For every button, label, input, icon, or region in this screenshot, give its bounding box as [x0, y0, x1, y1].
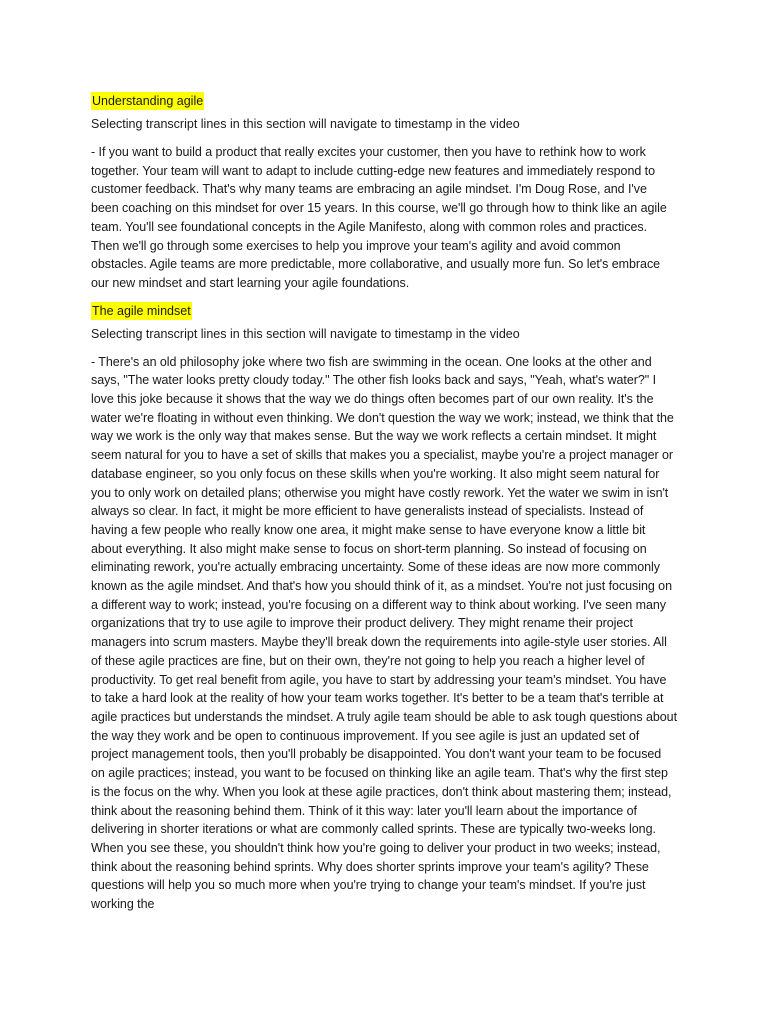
section-agile-mindset [91, 302, 677, 914]
section-title: Understanding agile [92, 94, 204, 108]
transcript-paragraph[interactable]: - If you want to build a product that really excites your customer, then you have to rethink how to work together. Your team will want to adapt to include cutting-edge new features and immediately respond to customer feedback. That's why many teams are embracing an agile mindset. I'm Doug Rose, and I've been coaching on this mindset for over 15 years. In this course, we'll go through how to think like an agile team. You'll see foundational concepts in the Agile Manifesto, along with common roles and practices. Then we'll go through some exercises to help you improve your team's agility and avoid common obstacles. Agile teams are more predictable, more collaborative, and usually more fun. So let's embrace our new mindset and start learning your agile foundations. [91, 145, 667, 290]
transcript-hint: Selecting transcript lines in this section will navigate to timestamp in the video [91, 117, 520, 131]
transcript-paragraph[interactable]: - There's an old philosophy joke where two fish are swimming in the ocean. One looks at the other and says, "The water looks pretty cloudy today." The other fish looks back and says, "Yeah, what's water?" I love this joke because it shows that the way we do things often becomes part of our own reality. It's the water we're floating in without even thinking. We don't question the way we work; instead, we think that the way we work is the only way that makes sense. But the way we work reflects a certain mindset. It might seem natural for you to have a set of skills that makes you a specialist, maybe you're a project manager or database engineer, so you only focus on these skills when you're working. It also might seem natural for you to only work on detailed plans; otherwise you might have costly rework. Yet the water we swim in isn't always so clear. In fact, it might be more efficient to have generalists instead of specialists. Instead of having a few people who really know one area, it might make sense to have everyone know a little bit about everything. It also might make sense to focus on short-term planning. So instead of focusing on eliminating rework, you're actually embracing uncertainty. Some of these ideas are now more commonly known as the agile mindset. And that's how you should think of it, as a mindset. You're not just focusing on a different way to work; instead, you're focusing on a different way to think about working. I've seen many organizations that try to use agile to improve their product delivery. They might rename their project managers into scrum masters. Maybe they'll break down the requirements into agile-style user stories. All of these agile practices are fine, but on their own, they're not going to help you reach a higher level of productivity. To get real benefit from agile, you have to start by addressing your team's mindset. You have to take a hard look at the reality of how your team works together. It's better to be a team that's terrible at agile practices but understands the mindset. A truly agile team should be able to ask tough questions about the way they work and be open to continuous improvement. If you see agile is just an updated set of project management tools, then you'll probably be disappointed. You don't want your team to be focused on agile practices; instead, you want to be focused on thinking like an agile team. That's why the first step is the focus on the why. When you look at these agile practices, don't think about mastering them; instead, think about the reasoning behind them. Think of it this way: later you'll learn about the importance of delivering in shorter iterations or what are commonly called sprints. These are typically two-weeks long. When you see these, you shouldn't think how you're going to deliver your product in two weeks; instead, think about the reasoning behind sprints. Why does shorter sprints improve your team's agility? These questions will help you so much more when you're trying to change your team's mindset. If you're just working the [91, 354, 678, 912]
section-title: The agile mindset [92, 303, 191, 318]
section-understanding-agile [91, 92, 677, 293]
document-page [91, 92, 677, 923]
transcript-hint: Selecting transcript lines in this section will navigate to timestamp in the video [91, 326, 520, 341]
